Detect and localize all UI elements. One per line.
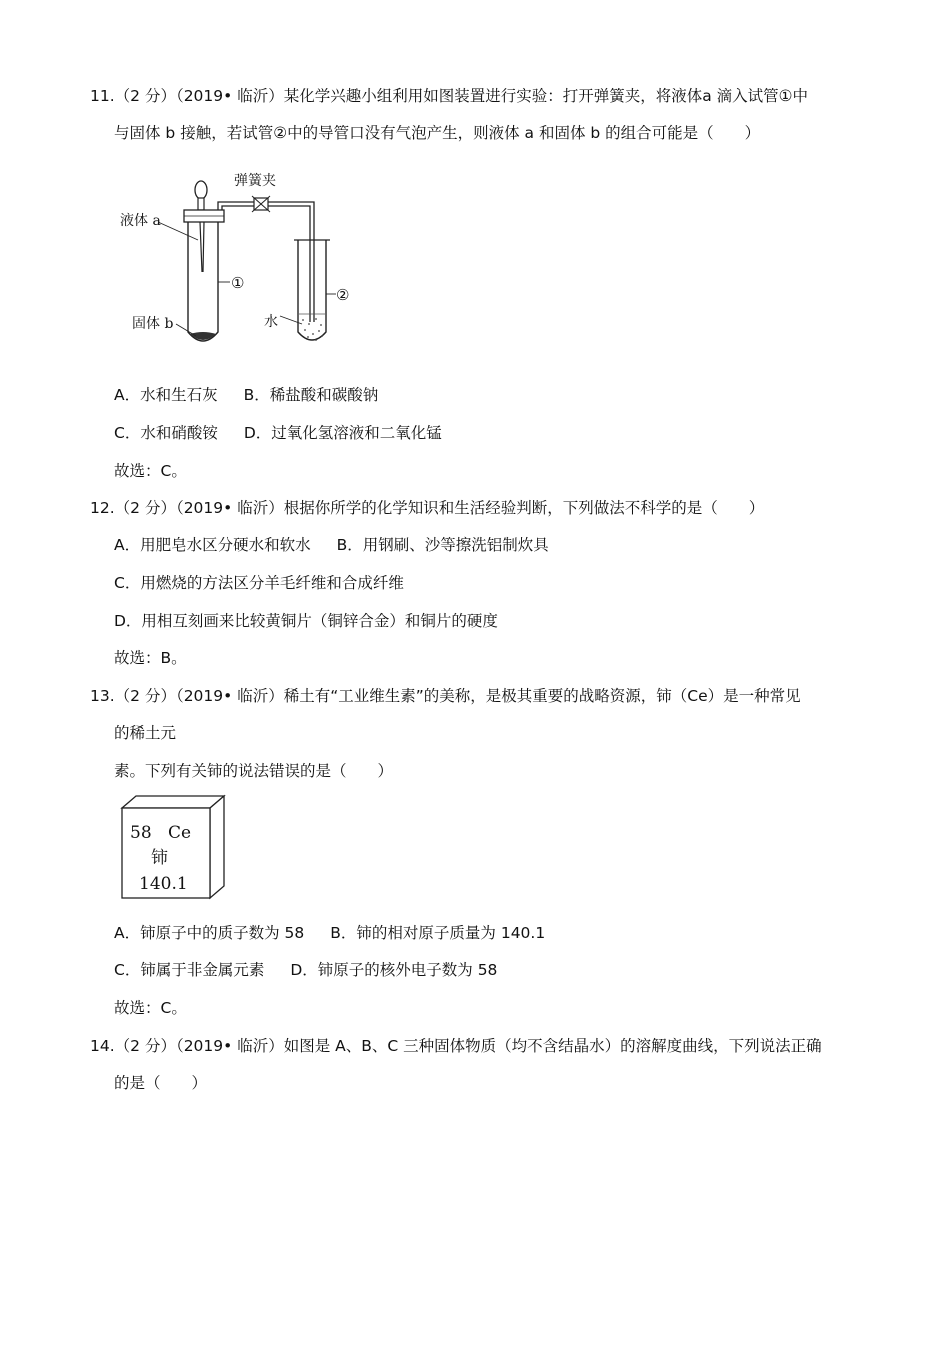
q13-option-c[interactable]: C．铈属于非金属元素 [114, 961, 265, 979]
q12-options-row1 [114, 535, 549, 555]
spring-clamp [252, 196, 270, 212]
q11-stem-line1: 11.（2 分）（2019• 临沂）某化学兴趣小组利用如图装置进行实验：打开弹簧夹，将液体a 滴入试管①中 [90, 87, 809, 105]
tube-1-label: ① [231, 274, 245, 292]
q11-apparatus-figure [118, 164, 358, 358]
clamp-label: 弹簧夹 [234, 173, 276, 189]
q12-answer: 故选：B。 [114, 649, 187, 667]
dropper [195, 181, 207, 272]
q12-option-c[interactable]: C．用燃烧的方法区分羊毛纤维和合成纤维 [114, 574, 404, 592]
q13-stem-line3: 素。下列有关铈的说法错误的是（ ） [114, 762, 394, 780]
q14-stem-line2: 的是（ ） [114, 1074, 208, 1092]
q12-option-a[interactable]: A．用肥皂水区分硬水和软水 [114, 536, 311, 554]
water-label: 水 [264, 314, 278, 330]
element-symbol: Ce [168, 823, 192, 843]
q11-option-d[interactable]: D．过氧化氢溶液和二氧化锰 [243, 424, 442, 442]
q12-stem: 12.（2 分）（2019• 临沂）根据你所学的化学知识和生活经验判断，下列做法不科学的是（ ） [90, 499, 765, 517]
tube-2-label: ② [336, 286, 350, 304]
q11-option-c[interactable]: C．水和硝酸铵 [114, 424, 218, 442]
solid-b [190, 332, 216, 340]
q11-answer: 故选：C。 [114, 462, 187, 480]
q13-element-card [118, 794, 228, 908]
q14-stem-line1: 14.（2 分）（2019• 临沂）如图是 A、B、C 三种固体物质（均不含结晶水）的溶解度曲线，下列说法正确 [90, 1037, 822, 1055]
q13-stem-line1: 13.（2 分）（2019• 临沂）稀土有“工业维生素”的美称，是极其重要的战略资源，铈（Ce）是一种常见 [90, 687, 801, 705]
q11-options-row2 [114, 423, 442, 443]
q13-options-row2 [114, 960, 497, 980]
solid-b-label: 固体 b [132, 316, 174, 332]
atomic-mass: 140.1 [139, 874, 188, 894]
atomic-number: 58 [130, 823, 152, 843]
q12-option-b[interactable]: B．用钢刷、沙等擦洗铝制炊具 [336, 536, 549, 554]
q12-option-d[interactable]: D．用相互刻画来比较黄铜片（铜锌合金）和铜片的硬度 [114, 612, 498, 630]
q11-options-row1 [114, 385, 378, 405]
q11-stem-line2: 与固体 b 接触，若试管②中的导管口没有气泡产生，则液体 a 和固体 b 的组合可能是（ ） [114, 124, 761, 142]
delivery-tube [218, 202, 314, 322]
test-tube-1 [188, 222, 218, 341]
q13-answer: 故选：C。 [114, 999, 187, 1017]
q13-option-d[interactable]: D．铈原子的核外电子数为 58 [290, 961, 498, 979]
q13-options-row1 [114, 923, 545, 943]
q13-option-b[interactable]: B．铈的相对原子质量为 140.1 [330, 924, 546, 942]
q11-option-b[interactable]: B．稀盐酸和碳酸钠 [243, 386, 379, 404]
q13-stem-line2: 的稀土元 [114, 724, 177, 742]
q13-option-a[interactable]: A．铈原子中的质子数为 58 [114, 924, 305, 942]
element-name: 铈 [151, 848, 168, 868]
q11-option-a[interactable]: A．水和生石灰 [114, 386, 218, 404]
liquid-a-label: 液体 a [120, 213, 161, 229]
